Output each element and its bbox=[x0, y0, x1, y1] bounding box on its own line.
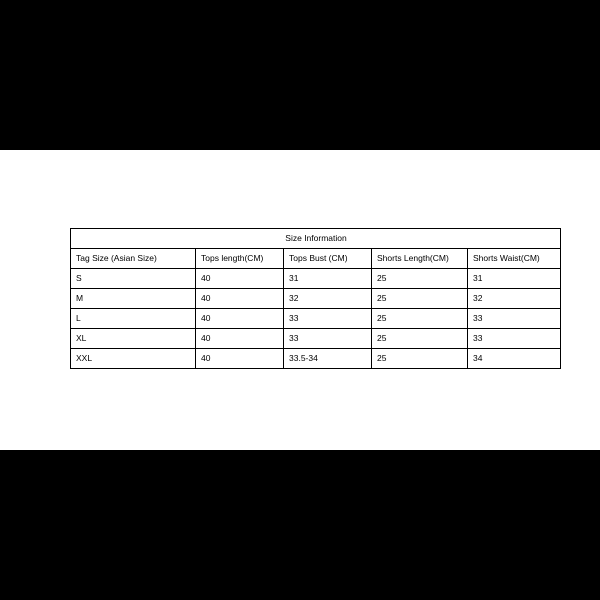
cell-tops-bust: 31 bbox=[284, 269, 372, 289]
table-row bbox=[71, 349, 561, 369]
cell-size: S bbox=[71, 269, 196, 289]
column-header-tag-size: Tag Size (Asian Size) bbox=[71, 249, 196, 269]
table-row bbox=[71, 329, 561, 349]
column-header-tops-bust: Tops Bust (CM) bbox=[284, 249, 372, 269]
cell-tops-length: 40 bbox=[196, 329, 284, 349]
table-title: Size Information bbox=[71, 229, 561, 249]
table-title-row bbox=[71, 229, 561, 249]
cell-shorts-length: 25 bbox=[372, 269, 468, 289]
cell-tops-bust: 33 bbox=[284, 329, 372, 349]
cell-shorts-waist: 33 bbox=[468, 309, 561, 329]
cell-tops-length: 40 bbox=[196, 269, 284, 289]
cell-tops-length: 40 bbox=[196, 309, 284, 329]
cell-size: L bbox=[71, 309, 196, 329]
cell-shorts-waist: 32 bbox=[468, 289, 561, 309]
size-information-table bbox=[70, 228, 561, 369]
table-row bbox=[71, 289, 561, 309]
cell-size: XXL bbox=[71, 349, 196, 369]
cell-shorts-length: 25 bbox=[372, 309, 468, 329]
size-chart-container bbox=[70, 228, 560, 369]
cell-shorts-length: 25 bbox=[372, 289, 468, 309]
cell-tops-bust: 32 bbox=[284, 289, 372, 309]
cell-shorts-waist: 33 bbox=[468, 329, 561, 349]
cell-shorts-waist: 34 bbox=[468, 349, 561, 369]
column-header-shorts-waist: Shorts Waist(CM) bbox=[468, 249, 561, 269]
table-row bbox=[71, 309, 561, 329]
cell-tops-bust: 33 bbox=[284, 309, 372, 329]
cell-size: M bbox=[71, 289, 196, 309]
cell-shorts-waist: 31 bbox=[468, 269, 561, 289]
table-row bbox=[71, 269, 561, 289]
cell-shorts-length: 25 bbox=[372, 349, 468, 369]
cell-tops-length: 40 bbox=[196, 289, 284, 309]
column-header-tops-length: Tops length(CM) bbox=[196, 249, 284, 269]
cell-size: XL bbox=[71, 329, 196, 349]
cell-tops-bust: 33.5-34 bbox=[284, 349, 372, 369]
cell-shorts-length: 25 bbox=[372, 329, 468, 349]
cell-tops-length: 40 bbox=[196, 349, 284, 369]
table-header-row bbox=[71, 249, 561, 269]
column-header-shorts-length: Shorts Length(CM) bbox=[372, 249, 468, 269]
